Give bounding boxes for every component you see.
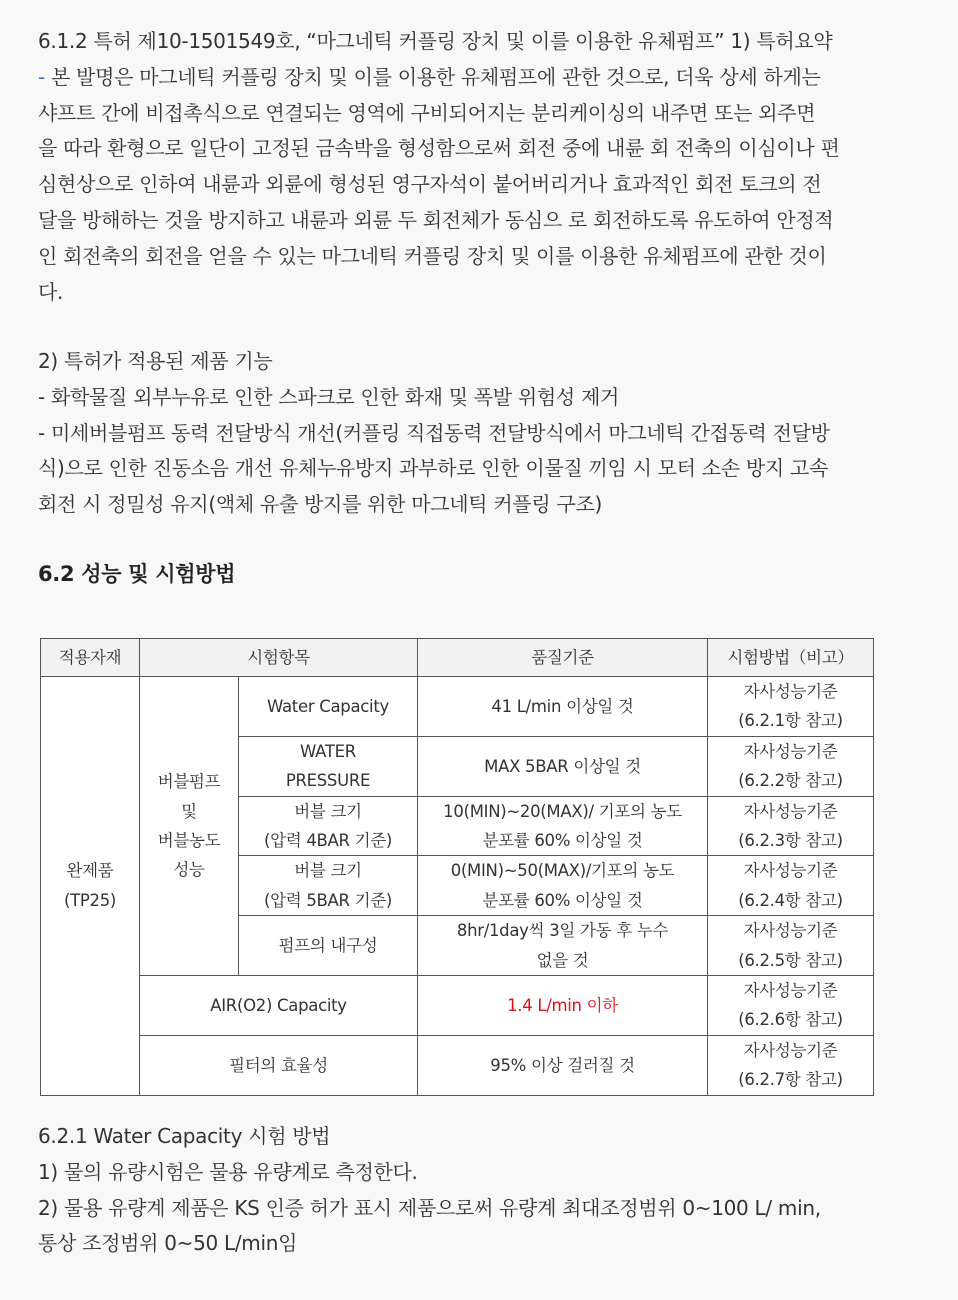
standard-cell: 95% 이상 걸러질 것 <box>418 1035 708 1095</box>
item-cell: 버블 크기 (압력 5BAR 기준) <box>239 856 418 916</box>
test-method-line: 2) 물용 유량계 제품은 KS 인증 허가 표시 제품으로써 유량계 최대조정범위 0~100 L/ min, <box>38 1195 821 1220</box>
feature-item: 식)으로 인한 진동소음 개선 유체누유방지 과부하로 인한 이물질 끼임 시 모터 소손 방지 고속 <box>38 456 828 481</box>
performance-table <box>40 638 874 1096</box>
standard-cell: 41 L/min 이상일 것 <box>418 677 708 737</box>
summary-line: 을 따라 환형으로 일단이 고정된 금속박을 형성함으로써 회전 중에 내륜 회 전축의 이심이나 편 <box>38 136 840 161</box>
product-features <box>38 344 908 523</box>
feature-item: 회전 시 정밀성 유지(액체 유출 방지를 위한 마그네틱 커플링 구조) <box>38 492 603 517</box>
method-cell: 자사성능기준 (6.2.2항 참고) <box>708 736 874 796</box>
header-item: 시험항목 <box>140 639 418 677</box>
item-cell: Water Capacity <box>239 677 418 737</box>
method-cell: 자사성능기준 (6.2.5항 참고) <box>708 916 874 976</box>
test-method-line: 통상 조정범위 0~50 L/min임 <box>38 1231 298 1256</box>
standard-cell: MAX 5BAR 이상일 것 <box>418 736 708 796</box>
standard-cell: 8hr/1day씩 3일 가동 후 누수 없을 것 <box>418 916 708 976</box>
standard-cell-highlight: 1.4 L/min 이하 <box>418 976 708 1036</box>
method-cell: 자사성능기준 (6.2.6항 참고) <box>708 976 874 1036</box>
item-cell: AIR(O2) Capacity <box>140 976 418 1036</box>
standard-cell: 0(MIN)~50(MAX)/기포의 농도 분포률 60% 이상일 것 <box>418 856 708 916</box>
patent-title-line: 6.1.2 특허 제10-1501549호, “마그네틱 커플링 장치 및 이를 이용한 유체펌프” 1) 특허요약 <box>38 29 833 53</box>
summary-line: 샤프트 간에 비접촉식으로 연결되는 영역에 구비되어지는 분리케이싱의 내주면 또는 외주면 <box>38 100 816 125</box>
table-row <box>41 976 874 1036</box>
standard-cell: 10(MIN)~20(MAX)/ 기포의 농도 분포률 60% 이상일 것 <box>418 796 708 856</box>
summary-line: 인 회전축의 회전을 얻을 수 있는 마그네틱 커플링 장치 및 이를 이용한 유체펌프에 관한 것이 <box>38 243 827 268</box>
method-cell: 자사성능기준 (6.2.7항 참고) <box>708 1035 874 1095</box>
table-row <box>41 1035 874 1095</box>
summary-line: 다. <box>38 279 64 304</box>
summary-line: 심현상으로 인하여 내륜과 외륜에 형성된 영구자석이 붙어버리거나 효과적인 회전 토크의 전 <box>38 172 822 197</box>
header-method: 시험방법（비고） <box>708 639 874 677</box>
item-cell: 펌프의 내구성 <box>239 916 418 976</box>
item-cell: 버블 크기 (압력 4BAR 기준) <box>239 796 418 856</box>
feature-item: - 미세버블펌프 동력 전달방식 개선(커플링 직접동력 전달방식에서 마그네틱 간접동력 전달방 <box>38 420 830 445</box>
method-cell: 자사성능기준 (6.2.1항 참고) <box>708 677 874 737</box>
method-cell: 자사성능기준 (6.2.4항 참고) <box>708 856 874 916</box>
group-cell: 버블펌프 및 버블농도 성능 <box>140 677 239 976</box>
section-heading: 6.2 성능 및 시험방법 <box>38 562 236 586</box>
water-capacity-test-method <box>38 1119 908 1262</box>
test-method-title: 6.2.1 Water Capacity 시험 방법 <box>38 1124 331 1148</box>
item-cell: WATER PRESSURE <box>239 736 418 796</box>
item-cell: 필터의 효율성 <box>140 1035 418 1095</box>
test-method-line: 1) 물의 유량시험은 물용 유량계로 측정한다. <box>38 1159 418 1184</box>
header-material: 적용자재 <box>41 639 140 677</box>
summary-line: 달을 방해하는 것을 방지하고 내륜과 외륜 두 회전체가 동심으 로 회전하도록 유도하여 안정적 <box>38 207 834 232</box>
feature-item: - 화학물질 외부누유로 인한 스파크로 인한 화재 및 폭발 위험성 제거 <box>38 384 620 409</box>
material-cell: 완제품 (TP25) <box>41 677 140 1096</box>
summary-line: - 본 발명은 마그네틱 커플링 장치 및 이를 이용한 유체펌프에 관한 것으로, 더욱 상세 하게는 <box>38 64 821 89</box>
header-standard: 품질기준 <box>418 639 708 677</box>
features-title: 2) 특허가 적용된 제품 기능 <box>38 349 273 373</box>
table-row <box>41 677 874 737</box>
method-cell: 자사성능기준 (6.2.3항 참고) <box>708 796 874 856</box>
patent-summary <box>38 24 908 310</box>
table-header-row <box>41 639 874 677</box>
summary-dash: - <box>38 64 45 89</box>
